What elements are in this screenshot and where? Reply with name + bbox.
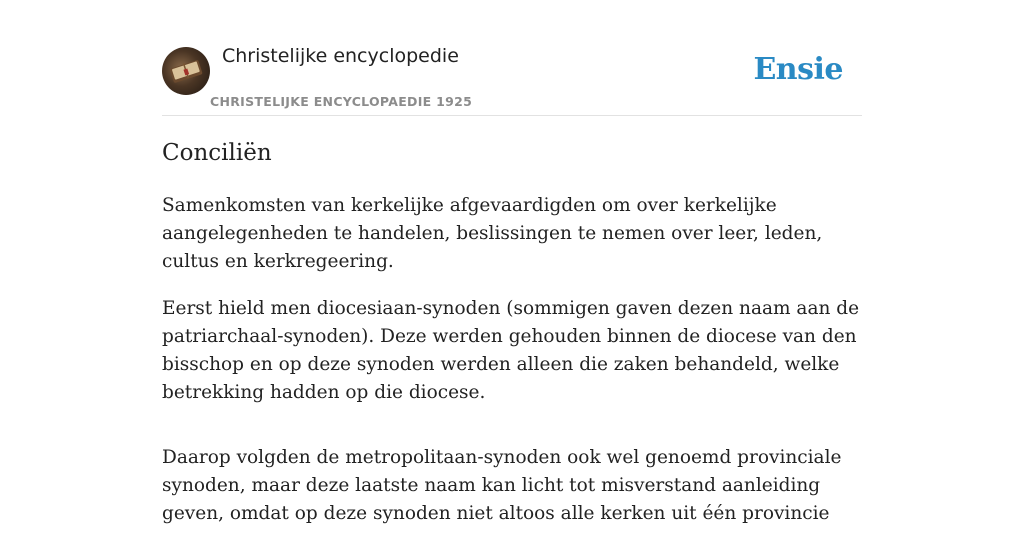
- article-paragraph: Samenkomsten van kerkelijke afgevaardigden om over kerkelijke aangelegenheden te handelen, beslissingen te nemen over leer, leden, cultus en kerkregeering.: [162, 195, 823, 272]
- page-title: Conciliën: [162, 140, 272, 166]
- bible-book-icon[interactable]: [162, 47, 210, 95]
- brand-logo[interactable]: Ensie: [753, 52, 843, 87]
- article-body: [162, 192, 862, 547]
- site-header: [162, 0, 862, 116]
- article-paragraph: Eerst hield men diocesiaan-synoden (sommigen gaven dezen naam aan de patriarchaal-synoden). Deze werden gehouden binnen de diocese van den bisschop en op deze synoden werden alleen die zaken behandeld, welke betrekking hadden op die diocese.: [162, 298, 860, 403]
- article-paragraph: Daarop volgden de metropolitaan-synoden ook wel genoemd provinciale synoden, maar deze laatste naam kan licht tot misverstand aanleiding geven, omdat op deze synoden niet altoos alle kerken uit één provincie: [162, 447, 842, 524]
- page-container: [162, 0, 862, 524]
- site-subtitle[interactable]: CHRISTELIJKE ENCYCLOPAEDIE 1925: [210, 94, 473, 109]
- site-title[interactable]: Christelijke encyclopedie: [222, 45, 459, 67]
